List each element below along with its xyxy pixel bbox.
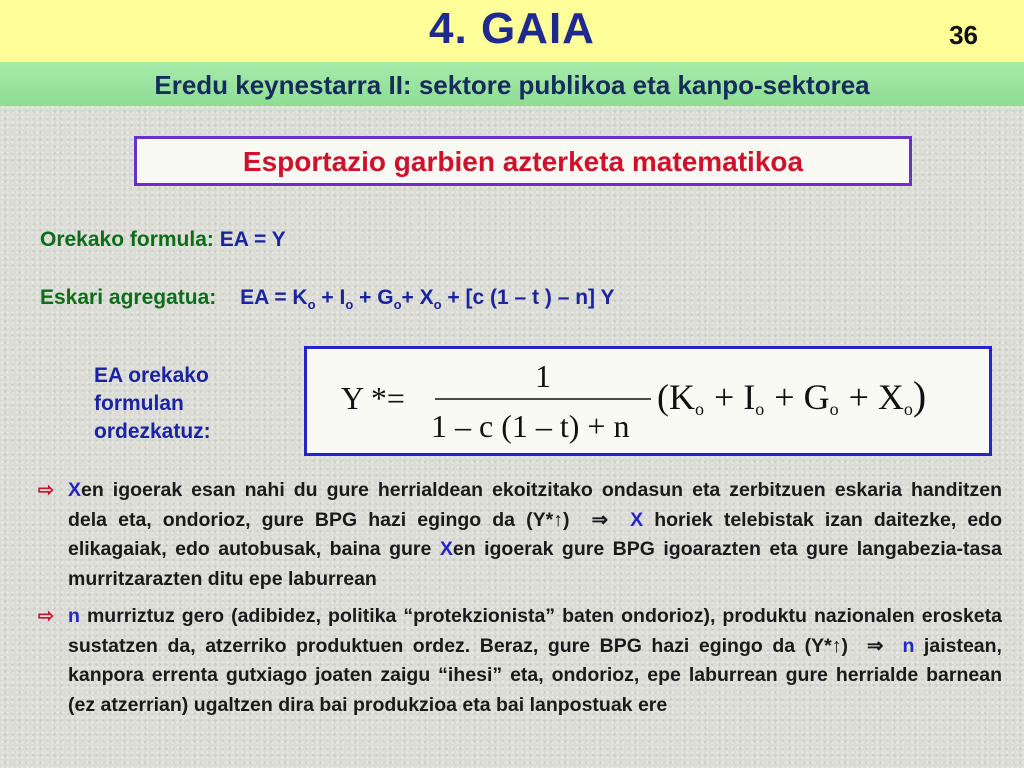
implies-icon: ⇒ xyxy=(591,508,608,531)
subtitle-bar xyxy=(0,62,1024,106)
equation-lhs: Y *= xyxy=(341,380,405,416)
equilibrium-formula xyxy=(40,228,286,252)
page-title: 4. GAIA xyxy=(429,4,595,53)
up-arrow-icon: ↑ xyxy=(553,508,563,531)
section-title: Esportazio garbien azterketa matematikoa xyxy=(242,146,804,177)
aggregate-expression: EA = $K_o + I_o + G_o+ X_o + [c$ (1 – t ) – n] Y xyxy=(240,286,615,313)
equilibrium-value: EA = Y xyxy=(219,228,286,251)
arrow-right-icon: ⇨ xyxy=(38,606,54,627)
implies-icon: ⇒ xyxy=(867,634,884,657)
equilibrium-label: Orekako formula: xyxy=(40,228,214,251)
bullet-import-propensity xyxy=(38,602,1002,720)
multiplier-equation-box xyxy=(304,346,992,456)
multiplier-equation xyxy=(307,349,989,453)
equation-rhs: (Ko + Io + Go + Xo) xyxy=(657,373,927,419)
bullet-text: Xen igoerak esan nahi du gure herrialdean ekoitzitako ondasun eta zerbitzuen eskaria handitzen dela eta, ondorioz, gure BPG hazi egingo da (Y*↑) ⇒ X horiek telebistak izan daitezke, edo elikagaiak, edo autobusak, baina gure Xen igoerak gure BPG igoarazten eta gure langabezia-tasa murritzarazten ditu epe laburrean xyxy=(68,479,1003,590)
substitution-note: EA orekako formulan ordezkatuz: xyxy=(94,364,211,443)
aggregate-label: Eskari agregatua: xyxy=(40,286,217,309)
bullet-net-exports xyxy=(38,476,1002,594)
equation-numerator: 1 xyxy=(535,358,551,394)
aggregate-demand-formula xyxy=(40,286,615,312)
slide-number: 36 xyxy=(949,20,978,50)
section-title-box xyxy=(134,136,912,186)
page-subtitle: Eredu keynestarra II: sektore publikoa eta kanpo-sektorea xyxy=(154,70,870,100)
title-bar xyxy=(0,0,1024,62)
arrow-right-icon: ⇨ xyxy=(38,480,54,501)
equation-denominator: 1 – c (1 – t) + n xyxy=(431,408,630,444)
up-arrow-icon: ↑ xyxy=(831,634,842,657)
bullet-text: n murriztuz gero (adibidez, politika “protekzionista” baten ondorioz), produktu nazionalen erosketa sustatzen da, atzerriko produktuen ordez. Beraz, gure BPG hazi egingo da (Y*↑) ⇒ n jaistean, kanpora errenta gutxiago joaten zaigu “ihesi” eta, ondorioz, epe laburrean gure herrialde barnean (ez atzerrian) ugaltzen dira bai produkzioa eta bai lanpostuak ere xyxy=(68,605,1002,716)
